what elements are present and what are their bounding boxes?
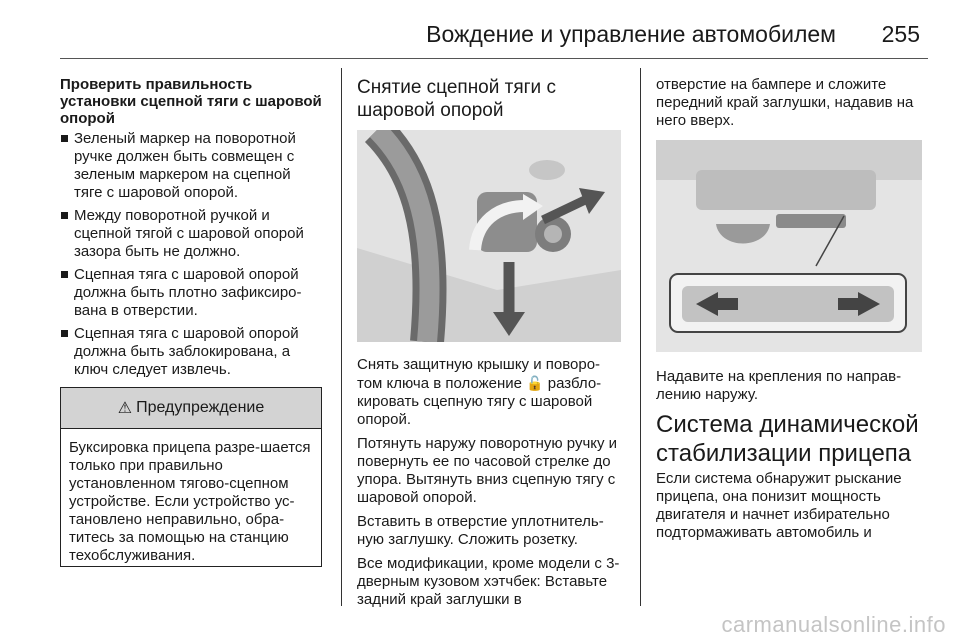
section-heading-removal: Снятие сцепной тяги с шаровой опорой [357,77,556,121]
list-item: Сцепная тяга с шаровой опорой должна быть заблокирована, а ключ следует извлечь. [60,325,322,379]
list-item: Сцепная тяга с шаровой опорой должна быть плотно зафиксиро-вана в отверстии. [60,266,322,320]
clips-instruction: Надавите на крепления по направ-лению наружу. [656,368,902,403]
column-2 [357,76,623,615]
column-3 [656,76,928,548]
list-item: Между поворотной ручкой и сцепной тягой с шаровой опорой зазора быть не должно. [60,207,322,261]
tow-bar-removal-illustration [357,130,621,342]
column-1 [60,76,322,384]
column-divider-1 [341,68,342,606]
removal-step-1: Снять защитную крышку и поворо-том ключа в положение 🔓 разбло-кировать сцепную тягу с шаровой опорой. [357,356,602,428]
removal-step-2: Потянуть наружу поворотную ручку и повернуть ее по часовой стрелке до упора. Вытянуть вниз сцепную тягу с шаровой опорой. [357,435,618,506]
watermark: carmanualsonline.info [721,612,946,637]
warning-text: Буксировка прицепа разре-шается только при правильно установленном тягово-сцепном устройстве. Если устройство ус-тановлено неправильно, обра-титесь за помощью на станцию техобслуживания. [69,439,311,564]
warning-triangle-icon: ⚠ [117,400,133,417]
page-number: 255 [881,21,920,47]
page-header [60,18,928,54]
section-heading-stabilization: Система динамической стабилизации прицепа [656,411,919,467]
stabilization-text: Если система обнаружит рыскание прицепа, она понизит мощность двигателя и начнет избирательно подтормаживать автомобиль и [656,470,902,541]
removal-step-3: Вставить в отверстие уплотнитель-ную заглушку. Сложить розетку. [357,513,604,548]
removal-step-4: Все модификации, кроме модели с 3-дверным кузовом хэтчбек: Вставьте задний край заглушки в [357,555,620,608]
bumper-plug-illustration [656,140,922,352]
continued-text: отверстие на бампере и сложите передний край заглушки, надавив на него вверх. [656,76,914,129]
section-heading-check: Проверить правильность установки сцепной тяги с шаровой опорой [60,76,322,127]
unlock-key-icon: 🔓 [526,375,544,391]
check-list [60,130,322,379]
column-divider-2 [640,68,641,606]
warning-title: Предупреждение [136,399,265,416]
page-title: Вождение и управление автомобилем [426,21,836,47]
warning-box [60,387,322,567]
warning-header [61,388,321,429]
header-rule [60,58,928,59]
list-item: Зеленый маркер на поворотной ручке должен быть совмещен с зеленым маркером на сцепной тяге с шаровой опорой. [60,130,322,202]
